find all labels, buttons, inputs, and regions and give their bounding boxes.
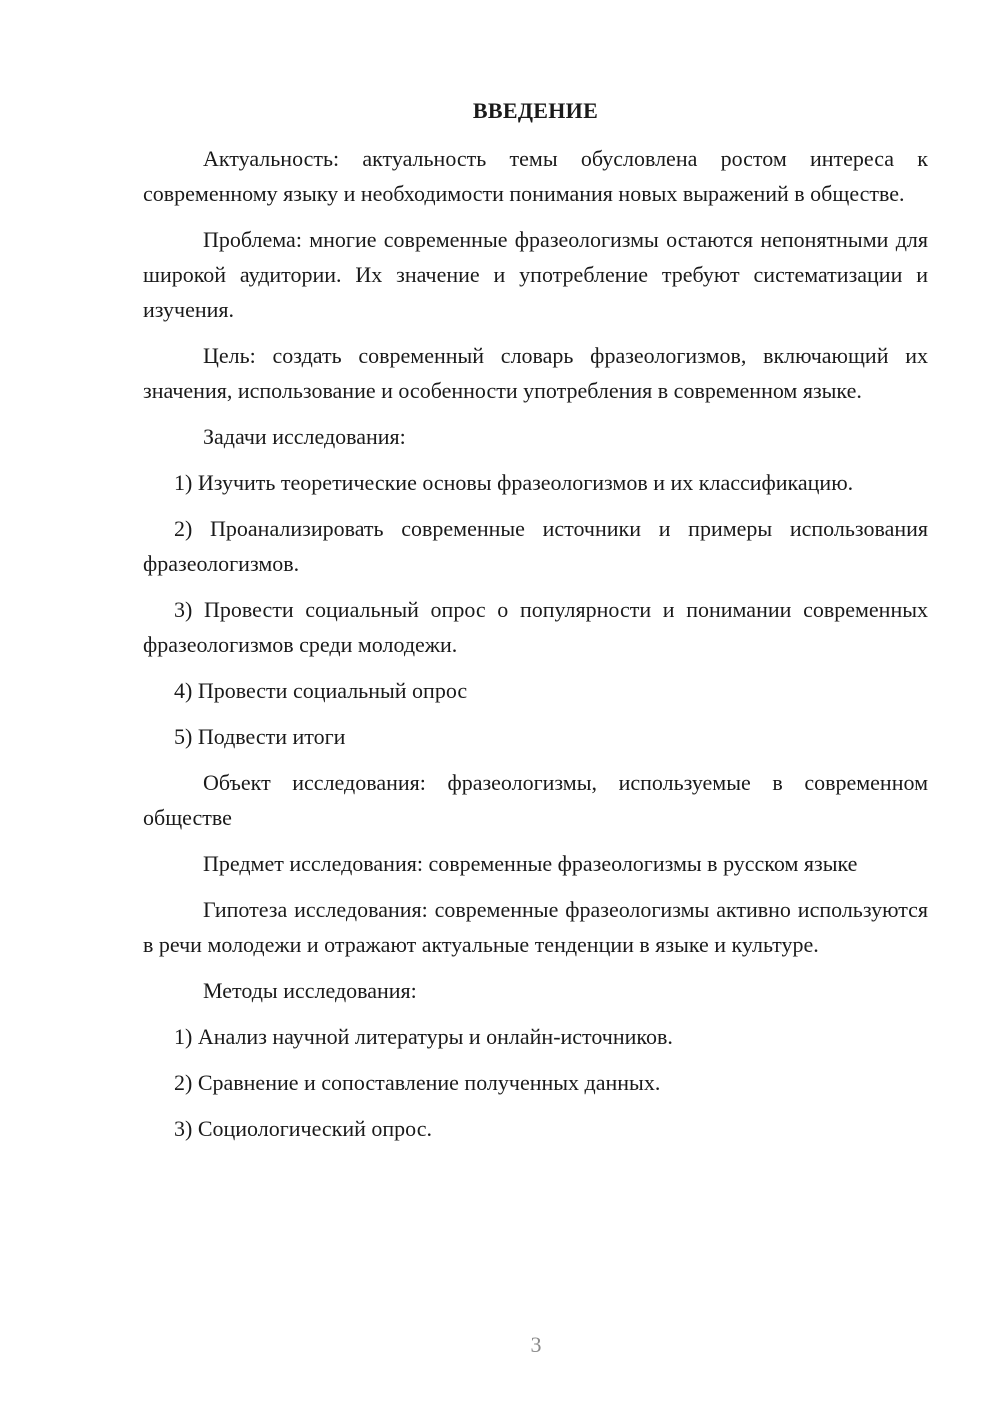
tasks-heading: Задачи исследования: <box>203 424 406 449</box>
method-item-3: 3) Социологический опрос. <box>174 1116 432 1141</box>
task-item-5: 5) Подвести итоги <box>174 724 346 749</box>
paragraph-object: Объект исследования: фразеологизмы, используемые в современном обществе <box>143 770 928 830</box>
document-page <box>143 95 928 1157</box>
task-item-4: 4) Провести социальный опрос <box>174 678 468 703</box>
task-item-3: 3) Провести социальный опрос о популярности и понимании современных фразеологизмов среди молодежи. <box>143 597 928 657</box>
method-item-1: 1) Анализ научной литературы и онлайн-источников. <box>174 1024 673 1049</box>
paragraph-problem: Проблема: многие современные фразеологизмы остаются непонятными для широкой аудитории. Их значение и употребление требуют систематизации и изучения. <box>143 227 928 322</box>
task-item-1: 1) Изучить теоретические основы фразеологизмов и их классификацию. <box>174 470 854 495</box>
task-item-2: 2) Проанализировать современные источники и примеры использования фразеологизмов. <box>143 516 928 576</box>
paragraph-subject: Предмет исследования: современные фразеологизмы в русском языке <box>203 851 858 876</box>
paragraph-goal: Цель: создать современный словарь фразеологизмов, включающий их значения, использование и особенности употребления в современном языке. <box>143 343 928 403</box>
page-title: ВВЕДЕНИЕ <box>472 98 599 123</box>
paragraph-relevance: Актуальность: актуальность темы обусловлена ростом интереса к современному языку и необходимости понимания новых выражений в обществе. <box>143 146 928 206</box>
methods-heading: Методы исследования: <box>203 978 417 1003</box>
paragraph-hypothesis: Гипотеза исследования: современные фразеологизмы активно используются в речи молодежи и отражают актуальные тенденции в языке и культуре. <box>143 897 928 957</box>
method-item-2: 2) Сравнение и сопоставление полученных данных. <box>174 1070 661 1095</box>
page-number: 3 <box>530 1332 542 1357</box>
